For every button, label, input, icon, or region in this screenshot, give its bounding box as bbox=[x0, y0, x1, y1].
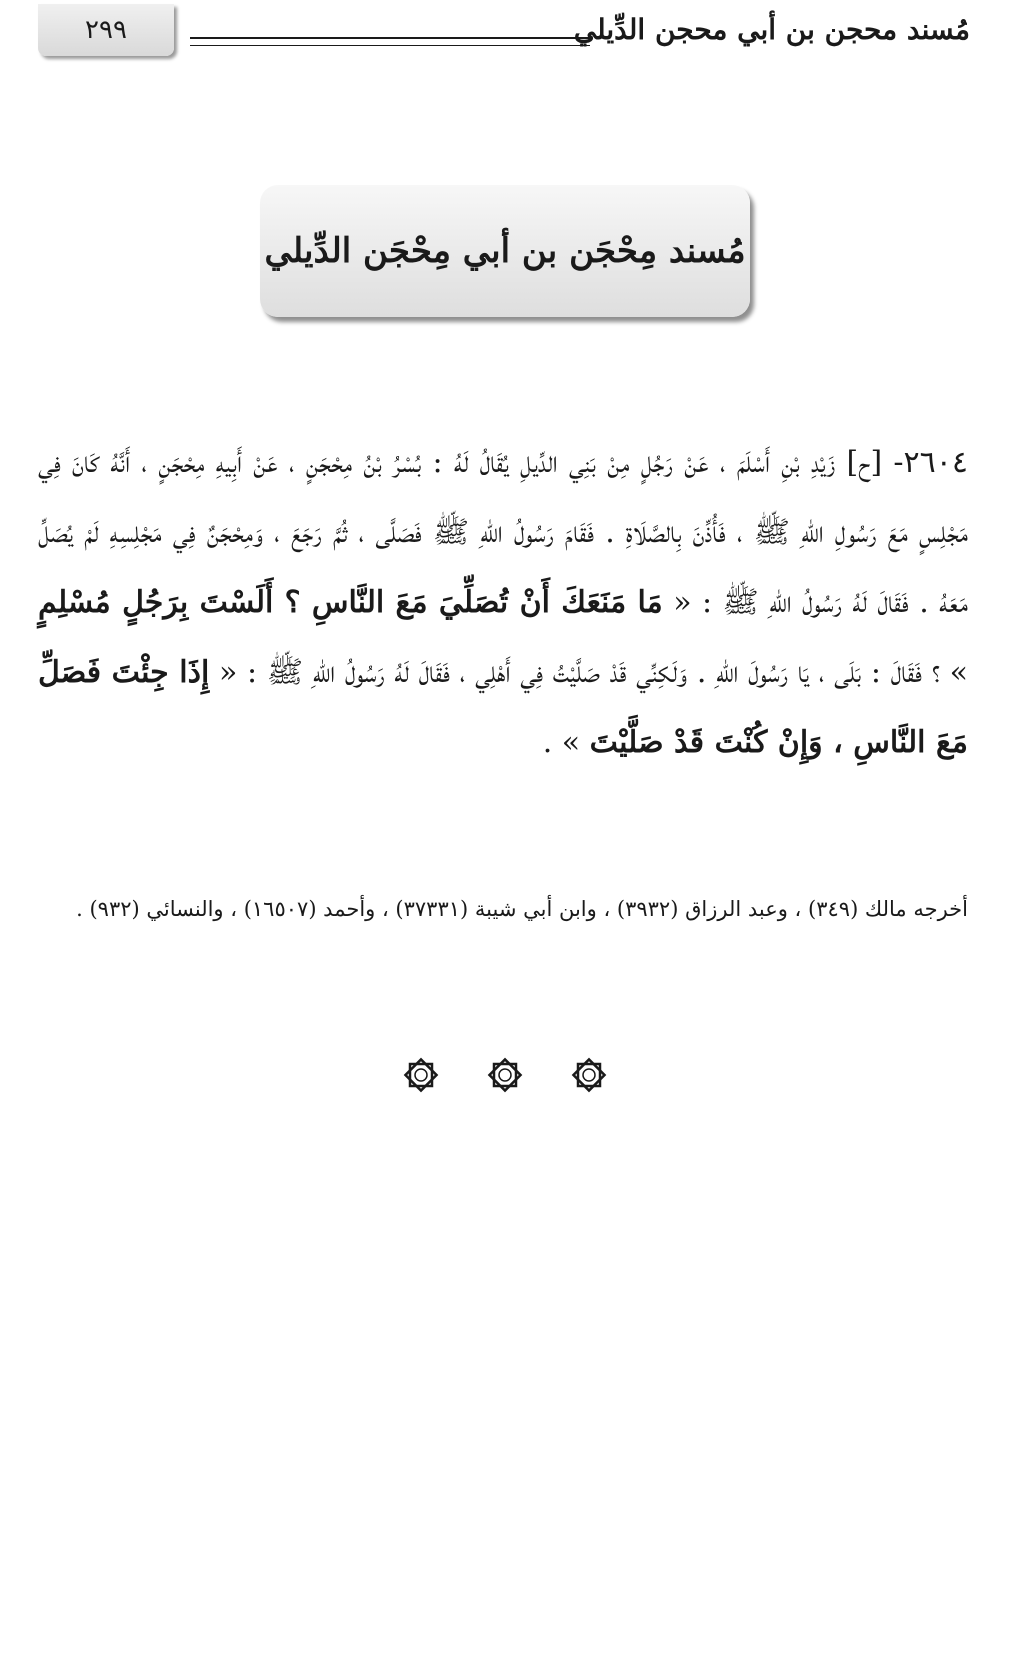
hadith-text-part-2: » ؟ فَقَالَ : بَلَى ، يَا رَسُولَ اللهِ . وَلَكِنِّي قَدْ صَلَّيْتُ فِي أَهْلِي ، فَقَالَ لَهُ رَسُولُ اللهِ ﷺ : « bbox=[219, 655, 968, 690]
running-header bbox=[574, 8, 970, 50]
eight-point-star-icon bbox=[485, 1055, 525, 1095]
running-header-title: مُسند محجن بن أبي محجن الدِّيلي bbox=[573, 12, 970, 46]
chapter-title-box bbox=[260, 185, 750, 317]
hadith-number: ٢٦٠٤- bbox=[893, 445, 968, 480]
section-end-ornaments bbox=[0, 1055, 1010, 1095]
hadith-paragraph bbox=[38, 428, 968, 778]
hadith-quote-2: إِذَا جِئْتَ فَصَلِّ مَعَ النَّاسِ ، وَإِنْ كُنْتَ قَدْ صَلَّيْتَ bbox=[38, 655, 968, 760]
hadith-text-part-1: [ح] زَيْدِ بْنِ أَسْلَمَ ، عَنْ رَجُلٍ مِنْ بَنِي الدِّيلِ يُقَالُ لَهُ : بُسْرُ بْنُ مِحْجَنٍ ، عَنْ أَبِيهِ مِحْجَنٍ ، أَنَّهُ كَانَ فِي مَجْلِسٍ مَعَ رَسُولِ اللهِ ﷺ ، فَأُذِّنَ بِالصَّلَاةِ . فَقَامَ رَسُولُ اللهِ ﷺ فَصَلَّى ، ثُمَّ رَجَعَ ، وَمِحْجَنٌ فِي مَجْلِسِهِ لَمْ يُصَلِّ مَعَهُ . فَقَالَ لَهُ رَسُولُ اللهِ ﷺ : « bbox=[38, 445, 968, 620]
chapter-title: مُسند مِحْجَن بن أبي مِحْجَن الدِّيلي bbox=[264, 231, 746, 271]
eight-point-star-icon bbox=[401, 1055, 441, 1095]
footnote-text: أخرجه مالك (٣٤٩) ، وعبد الرزاق (٣٩٣٢) ، وابن أبي شيبة (٣٧٣٣١) ، وأحمد (١٦٥٠٧) ، والنسائي (٩٣٢) . bbox=[76, 897, 968, 921]
footnote bbox=[38, 880, 968, 938]
header-rule bbox=[190, 37, 590, 46]
page-number-box bbox=[38, 4, 174, 56]
hadith-quote-1: مَا مَنَعَكَ أَنْ تُصَلِّيَ مَعَ النَّاسِ ؟ أَلَسْتَ بِرَجُلٍ مُسْلِمٍ bbox=[38, 585, 663, 620]
eight-point-star-icon bbox=[569, 1055, 609, 1095]
page-number: ٢٩٩ bbox=[85, 15, 127, 45]
hadith-text-part-3: » . bbox=[542, 725, 581, 760]
